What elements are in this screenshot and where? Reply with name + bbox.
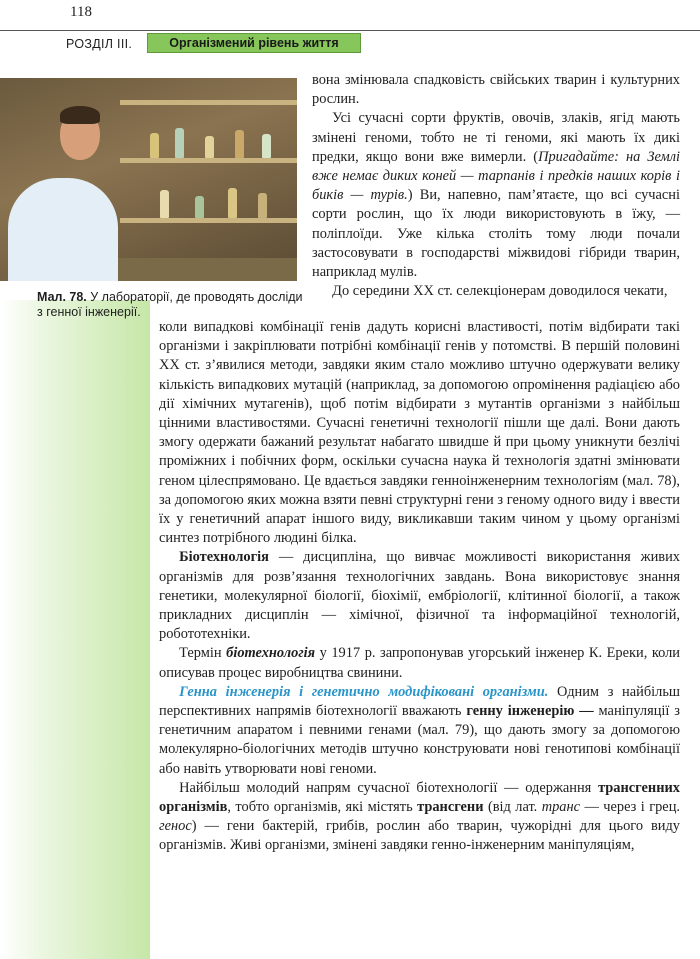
photo-shelf [120,218,297,223]
photo-bottle [258,193,267,218]
margin-green-band [0,300,150,959]
term-transgenic-organisms: трансгенних організмів [159,779,680,816]
photo-bottle [205,136,214,158]
figure-label: Мал. 78. [37,290,87,304]
paragraph-6-text-b: маніпуляції з генетичним апаратом і певними генами (мал. 79), що дають змогу за допомогою молекулярно-біологічних методів штучно конструювати нові генотипові комбінації або навіть утворювати нові геноми. [159,703,680,777]
photo-bench [100,258,297,281]
paragraph-4 [159,548,680,644]
greek-word: генос [159,818,192,835]
photo-shelf [120,100,297,105]
header-rule [0,30,700,31]
photo-bottle [195,196,204,218]
photo-bottle [160,190,169,218]
paragraph-1: вона змінювала спадковість свійських тварин і культурних рослин. [312,72,680,108]
text-column-wide [159,318,680,856]
paragraph-2 [312,109,680,282]
photo-scientist-hair [60,106,100,124]
paragraph-7-text-d: — через і грец. [580,799,680,816]
paragraph-6-text-a: Одним з найбільш перспективних напрямів біотехнології вважають [159,683,680,720]
paragraph-7-text-e: ) — гени бактерій, грибів, рослин або тварин, чужорідні для цього виду організмів. Живі організми, змінені завдяки генно-інженерним маніпуляціям, [159,818,680,854]
photo-bottle [235,130,244,158]
photo-scientist-coat [8,178,118,281]
paragraph-5-text-b: у 1917 р. запропонував угорський інженер К. Ереки, коли описував процес виробництва свинини. [159,645,681,681]
paragraph-3-rest: коли випадкові комбінації генів дадуть корисні властивості, потім відбирати такі організми і закріплювати потрібні комбінації генів у потомстві. В першій половині XX ст. з’явилися методи, завдяки яким стало можливо штучно одержувати велику кількість випадкових мутацій (наприклад, за допомогою опромінення радіацією або дії хімічних мутагенів), щоб потім відбирати з мутантів організми з найбільш цінними властивостями. Сучасні генетичні технології пішли ще далі. Вони дають змогу одержати бажаний результат набагато швидше й при цьому уникнути безлічі проміжних і побічних форм, оскільки сучасна наука й технологія здатні змінювати геном цілеспрямовано. Це вдається завдяки генноінженерним технологіям (мал. 78), за допомогою яких можна взяти певні структурні гени з геному одного виду і ввести їх у генетичний апарат іншого виду, викликавши таким чином у цьому організмі синтез потрібного людині білка. [159,319,680,547]
photo-bottle [150,133,159,158]
section-label: РОЗДІЛ III. [66,37,133,51]
paragraph-5-text-a: Термін [179,645,227,662]
paragraph-4-text: — дисципліна, що вивчає можливості використання живих організмів для розв’язання технологічних завдань. Вона використовує знання генетики, молекулярної біології, біохімії, ембріології, клітинної біології, а також прикладних дисциплін — хімічної, фізичної та інформаційної технологій, робототехніки. [159,549,680,643]
paragraph-7-text-c: (від лат. [483,799,542,816]
paragraph-3-start: До середини XX ст. селекціонерам доводилося чекати, [332,283,668,300]
term-biotechnology-italic: біотехнологія [226,645,316,662]
latin-word: транс [541,799,581,816]
photo-bottle [228,188,237,218]
term-transgenes: трансгени [417,799,484,816]
figure-caption-text: У лабораторії, де проводять досліди з генної інженерії. [37,290,303,319]
photo-bottle [262,134,271,158]
chapter-title: Організмений рівень життя [147,33,361,53]
paragraph-7-text-b: , тобто організмів, які містять [227,799,418,816]
paragraph-2-text-a: Усі сучасні сорти фруктів, овочів, злаків, ягід мають змінені геноми, тобто не ті геноми, які мають їх дикі предки, якщо вони вже вимерли. ( [312,110,680,165]
page-number: 118 [70,4,92,20]
paragraph-2-italic: Пригадайте: на Землі вже немає диких коней — тарпанів і предків наших корів і биків — турів. [312,148,680,204]
term-biotechnology: Біотехнологія [179,549,269,566]
paragraph-2-text-b: ) Ви, напевно, пам’ятаєте, що всі сучасні сорти рослин, що їх люди використовують в їжу, — поліплоїди. Уже кілька століть тому люди почали застосовувати в господарстві міжвидові гібриди тварин, наприклад мулів. [312,187,681,281]
paragraph-7-text-a: Найбільш молодий напрям сучасної біотехнології — одержання [179,779,599,796]
paragraph-5 [159,644,680,682]
term-genetic-engineering: генну інженерію — [466,703,594,720]
paragraph-7 [159,779,680,856]
lab-photo [0,78,297,281]
subheading: Генна інженерія і генетично модифіковані організми. [179,683,549,700]
photo-bottle [175,128,184,158]
photo-shelf [120,158,297,163]
figure-caption [37,290,307,320]
text-column-top [312,71,680,301]
paragraph-6 [159,683,680,779]
